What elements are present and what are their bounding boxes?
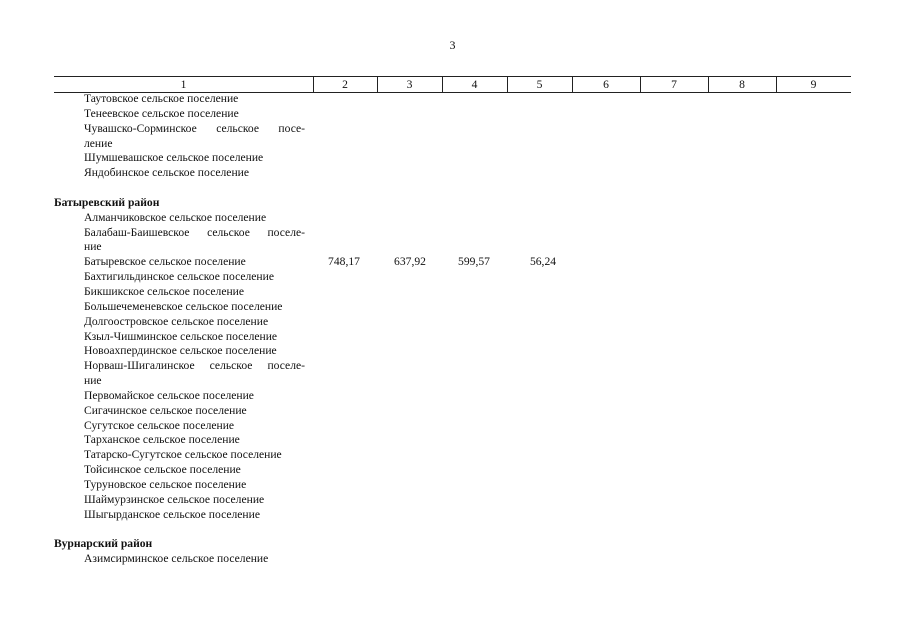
- table-row: [54, 419, 851, 434]
- settlement-name: Кзыл-Чишминское сельское поселение: [84, 329, 278, 343]
- page-number: 3: [449, 38, 456, 52]
- settlement-name: [84, 226, 305, 241]
- district-heading-row: [54, 537, 851, 552]
- column-header-1: 1: [180, 78, 187, 91]
- settlement-name: Сугутское сельское поселение: [84, 418, 235, 432]
- column-header-6: 6: [603, 78, 609, 91]
- column-divider: [708, 77, 709, 92]
- settlement-name: Тойсинское сельское поселение: [84, 463, 241, 477]
- settlement-name: Яндобинское сельское поселение: [84, 166, 250, 180]
- table-row: [54, 315, 851, 330]
- district-name: Вурнарский район: [54, 537, 153, 551]
- column-divider: [377, 77, 378, 92]
- column-header-7: 7: [671, 78, 677, 91]
- column-divider: [640, 77, 641, 92]
- settlement-name: Азимсирминское сельское поселение: [84, 552, 269, 566]
- settlement-name-word: поселе-: [267, 359, 305, 373]
- table-row: [54, 107, 851, 122]
- column-divider: [313, 77, 314, 92]
- district-name: Батыревский район: [54, 195, 160, 209]
- column-divider: [507, 77, 508, 92]
- column-header-9: 9: [810, 78, 817, 91]
- settlement-name: Бахтигильдинское сельское поселение: [84, 270, 274, 284]
- settlement-name: [84, 359, 305, 374]
- settlement-name: Татарско-Сугутское сельское поселение: [84, 448, 282, 462]
- settlement-name: Тарханское сельское поселение: [84, 433, 240, 447]
- table-row: [54, 374, 851, 389]
- value-col-2: 748,17: [328, 255, 360, 269]
- settlement-name: Таутовское сельское поселение: [84, 92, 239, 105]
- table-row: [54, 211, 851, 226]
- settlement-name: ние: [84, 240, 102, 254]
- table-body: [54, 92, 851, 567]
- settlement-name-word: Балабаш-Баишевское: [84, 225, 190, 239]
- district-heading-row: [54, 196, 851, 211]
- table-row: [54, 300, 851, 315]
- settlement-name: ние: [84, 374, 102, 388]
- table-row: [54, 433, 851, 448]
- table-row: [54, 478, 851, 493]
- table-row: [54, 448, 851, 463]
- value-col-5: 56,24: [529, 255, 557, 269]
- column-divider: [442, 77, 443, 92]
- settlement-name: Шумшевашское сельское поселение: [84, 151, 264, 165]
- table-row: [54, 151, 851, 166]
- column-header-5: 5: [536, 78, 543, 91]
- settlement-name: [84, 122, 305, 137]
- column-header-8: 8: [739, 78, 745, 91]
- settlement-name: Большечеменевское сельское поселение: [84, 299, 283, 313]
- settlement-name: Алманчиковское сельское поселение: [84, 210, 267, 224]
- settlement-name: Бикшикское сельское поселение: [84, 284, 245, 298]
- settlement-name: Туруновское сельское поселение: [84, 477, 247, 491]
- column-divider: [572, 77, 573, 92]
- settlement-name: Тенеевское сельское поселение: [84, 106, 239, 120]
- settlement-name-word: Чувашско-Сорминское: [84, 121, 197, 135]
- table-row: [54, 122, 851, 137]
- settlement-name-word: сельское: [216, 121, 259, 135]
- settlement-name: Шаймурзинское сельское поселение: [84, 492, 265, 506]
- settlement-name: ление: [84, 136, 113, 150]
- table-row: [54, 330, 851, 345]
- table-row: [54, 226, 851, 241]
- settlement-name-word: поселе-: [267, 225, 305, 239]
- settlement-name: Батыревское сельское поселение: [84, 255, 246, 269]
- table-row: [54, 389, 851, 404]
- settlement-name-word: сельское: [209, 359, 253, 373]
- value-col-3: 637,92: [394, 255, 426, 269]
- table-row: [54, 166, 851, 181]
- table-row: [54, 344, 851, 359]
- table-row: [54, 137, 851, 152]
- settlement-name: Сигачинское сельское поселение: [84, 403, 247, 417]
- table-row: [54, 493, 851, 508]
- table-row: [54, 359, 851, 374]
- spacer-row: [54, 181, 851, 196]
- settlement-name: Долгоостровское сельское поселение: [84, 314, 269, 328]
- table-header: [54, 76, 851, 93]
- settlement-name: Новоахпердинское сельское поселение: [84, 344, 277, 358]
- settlement-name-word: Норваш-Шигалинское: [84, 359, 195, 373]
- settlement-name: Шыгырданское сельское поселение: [84, 507, 260, 521]
- column-header-3: 3: [406, 78, 413, 91]
- table-row: [54, 404, 851, 419]
- settlement-name: Первомайское сельское поселение: [84, 388, 254, 402]
- table-row: [54, 270, 851, 285]
- table-row: [54, 285, 851, 300]
- column-header-4: 4: [471, 78, 478, 91]
- column-divider: [776, 77, 777, 92]
- table-row: [54, 552, 851, 567]
- value-col-4: 599,57: [458, 255, 490, 269]
- table-row: [54, 92, 851, 107]
- column-header-2: 2: [342, 78, 348, 91]
- table-row: [54, 463, 851, 478]
- spacer-row: [54, 522, 851, 537]
- settlement-name-word: сельское: [207, 225, 250, 239]
- table-row: [54, 508, 851, 523]
- data-table: [54, 76, 851, 566]
- settlement-name-word: посе-: [278, 121, 305, 135]
- table-row: [54, 255, 851, 270]
- table-row: [54, 240, 851, 255]
